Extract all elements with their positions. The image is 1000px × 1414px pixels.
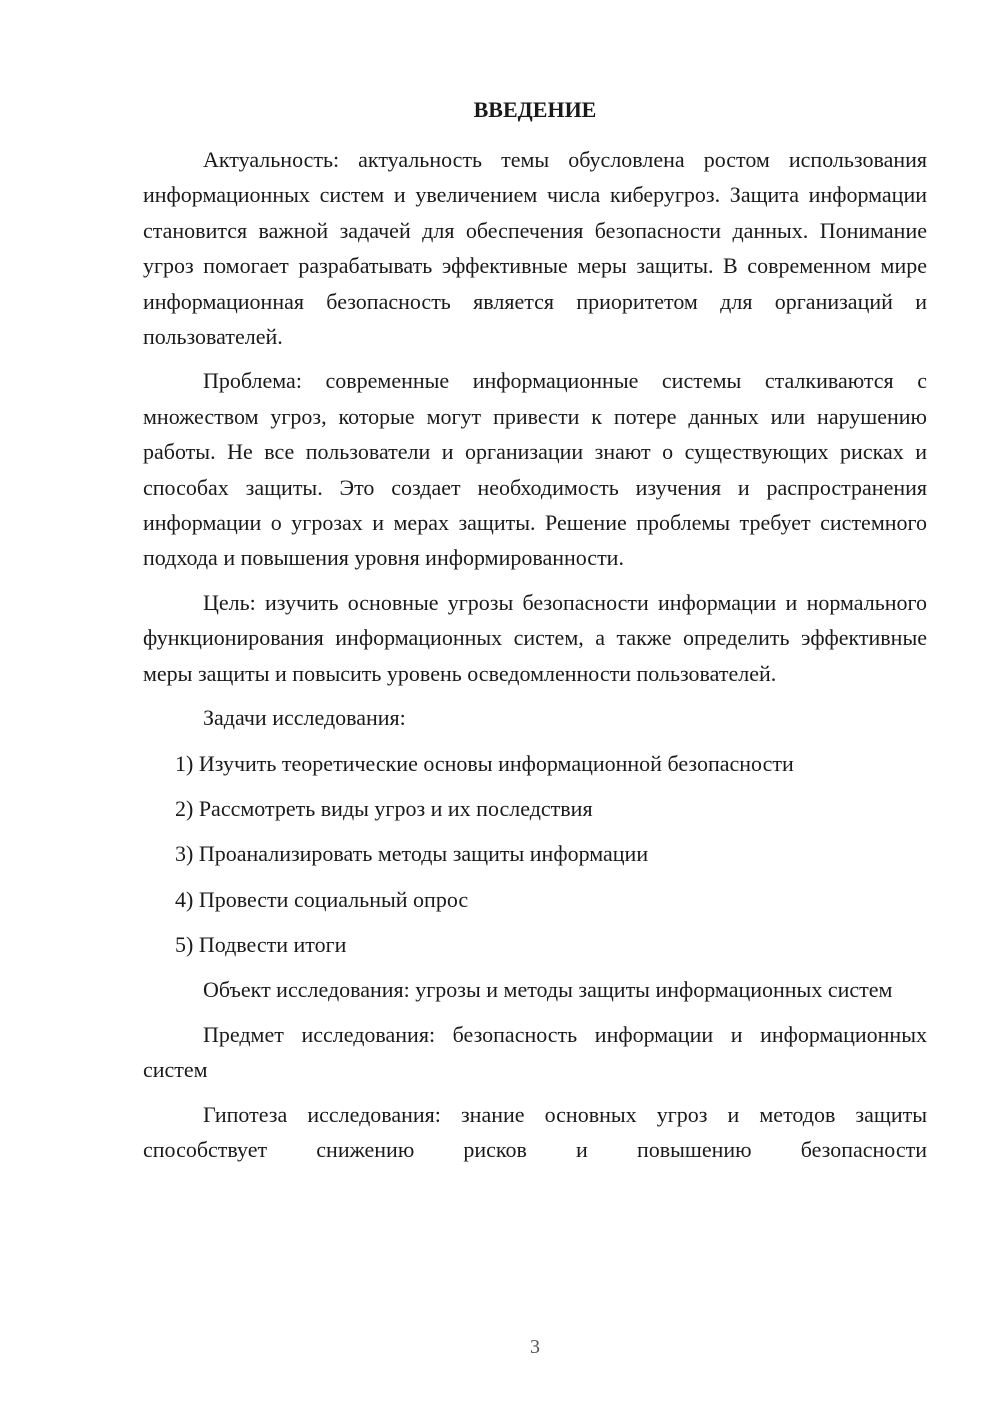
task-item-2: 2) Рассмотреть виды угроз и их последствия: [175, 795, 593, 821]
paragraph-relevance: Актуальность: актуальность темы обусловлена ростом использования информационных систем и увеличением числа киберугроз. Защита информации становится важной задачей для обеспечения безопасности данных. Понимание угроз помогает разрабатывать эффективные меры защиты. В современном мире информационная безопасность является приоритетом для организаций и пользователей.: [143, 147, 927, 350]
paragraph-hypothesis: Гипотеза исследования: знание основных угроз и методов защиты способствует снижению рисков и повышению безопасности: [143, 1101, 927, 1163]
task-item-4: 4) Провести социальный опрос: [175, 886, 469, 912]
document-page: [143, 92, 927, 1167]
task-item-3: 3) Проанализировать методы защиты информации: [175, 841, 649, 867]
paragraph-subject: Предмет исследования: безопасность информации и информационных систем: [143, 1021, 927, 1083]
paragraph-goal: Цель: изучить основные угрозы безопасности информации и нормального функционирования информационных систем, а также определить эффективные меры защиты и повысить уровень осведомленности пользователей.: [143, 589, 927, 686]
task-list: [143, 746, 927, 963]
paragraph-object: Объект исследования: угрозы и методы защиты информационных систем: [203, 977, 893, 1003]
section-title: ВВЕДЕНИЕ: [473, 97, 597, 122]
page-number: 3: [530, 1336, 540, 1358]
task-item-1: 1) Изучить теоретические основы информационной безопасности: [175, 750, 794, 776]
task-item-5: 5) Подвести итоги: [175, 932, 347, 958]
tasks-heading: Задачи исследования:: [203, 705, 406, 731]
paragraph-problem: Проблема: современные информационные системы сталкиваются с множеством угроз, которые могут привести к потере данных или нарушению работы. Не все пользователи и организации знают о существующих рисках и способах защиты. Это создает необходимость изучения и распространения информации о угрозах и мерах защиты. Решение проблемы требует системного подхода и повышения уровня информированности.: [143, 368, 927, 571]
